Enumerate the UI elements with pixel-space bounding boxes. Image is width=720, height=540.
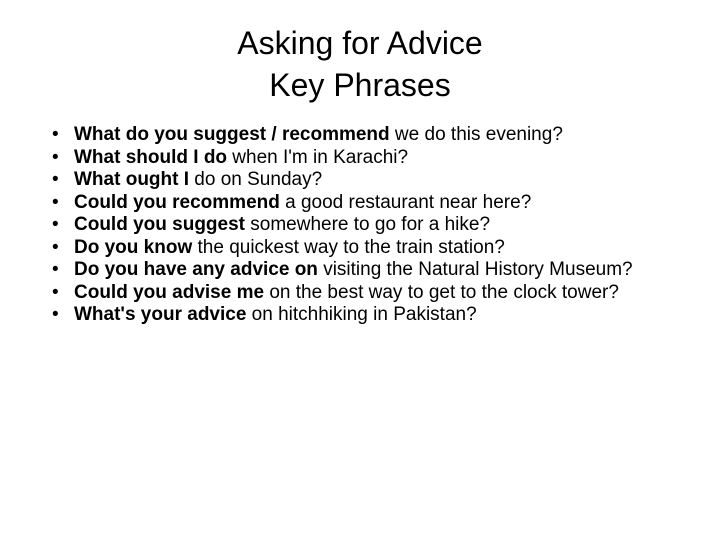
phrase-key: What ought I [74,169,190,190]
key-phrases-list [52,124,672,327]
phrase-key: Could you suggest [74,214,245,235]
title-line-1: Asking for Advice [237,25,483,61]
bullet-icon: • [52,146,59,168]
list-item [52,237,672,260]
phrase-rest: we do this evening? [389,124,563,145]
bullet-icon: • [52,124,59,145]
phrase-rest: the quickest way to the train station? [192,236,505,258]
list-item [52,124,672,147]
bullet-icon: • [52,304,59,325]
phrase-rest: somewhere to go for a hike? [245,214,491,235]
list-item [52,147,672,170]
list-item [52,304,672,327]
bullet-icon: • [52,281,59,303]
phrase-rest: a good restaurant near here? [279,191,532,213]
phrase-rest: on the best way to get to the clock tower? [264,281,619,303]
list-item [52,282,672,305]
bullet-icon: • [52,236,59,258]
phrase-key: What do you suggest / recommend [74,124,390,145]
bullet-icon: • [52,191,59,213]
bullet-icon: • [52,169,59,190]
slide-title [0,22,720,106]
phrase-key: Do you have any advice on [74,259,318,280]
phrase-key: What should I do [74,146,228,168]
phrase-rest: when I'm in Karachi? [227,146,409,168]
title-line-2: Key Phrases [269,67,451,103]
list-item [52,169,672,192]
list-item [52,214,672,237]
phrase-key: Do you know [74,236,193,258]
phrase-rest: on hitchhiking in Pakistan? [246,304,477,325]
phrase-key: Could you advise me [74,281,265,303]
phrase-rest: visiting the Natural History Museum? [317,259,633,280]
bullet-icon: • [52,259,59,280]
list-item [52,259,672,282]
phrase-rest: do on Sunday? [189,169,323,190]
phrase-key: Could you recommend [74,191,280,213]
phrase-key: What's your advice [74,304,247,325]
bullet-icon: • [52,214,59,235]
list-item [52,192,672,215]
